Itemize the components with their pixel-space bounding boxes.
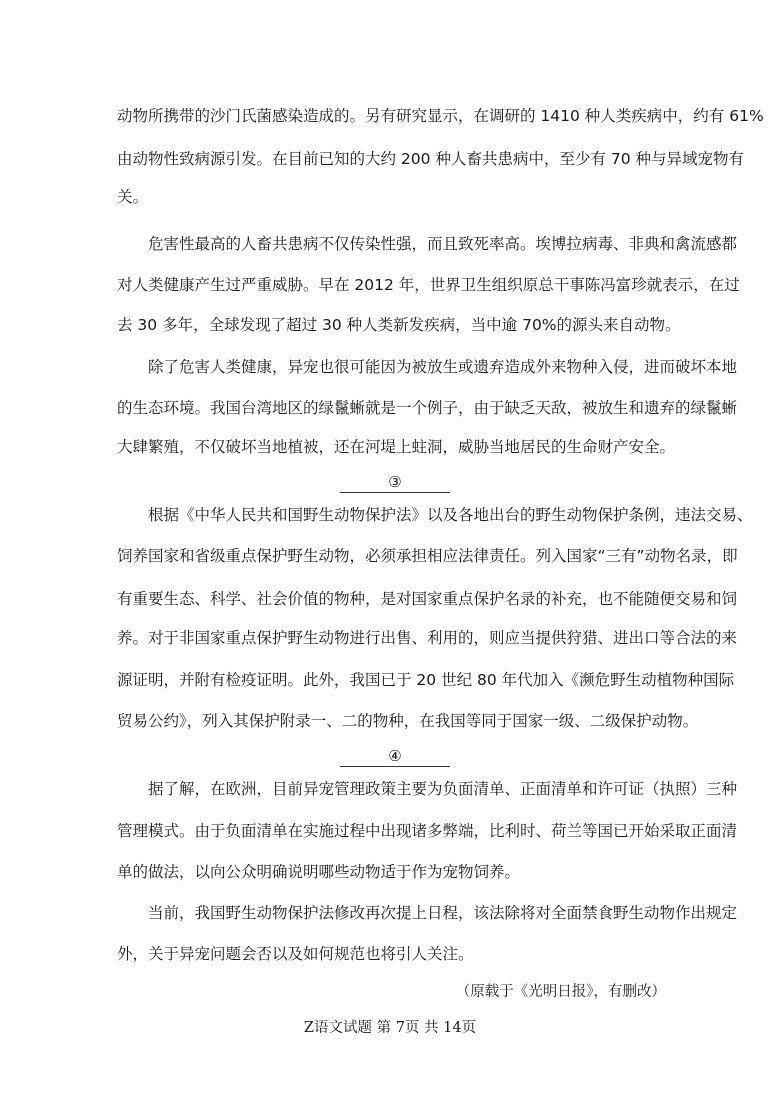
paragraph-line: 对人类健康产生过严重威胁。早在 2012 年，世界卫生组织原总干事陈冯富珍就表示，在过: [117, 276, 740, 294]
paragraph-line: 饲养国家和省级重点保护野生动物，必须承担相应法律责任。列入国家“三有”动物名录，即: [117, 547, 738, 565]
paragraph-line: 去 30 多年，全球发现了超过 30 种人类新发疾病，当中逾 70%的源头来自动物。: [117, 316, 681, 334]
paragraph-line: 据了解，在欧洲，目前异宠管理政策主要为负面清单、正面清单和许可证（执照）三种: [148, 780, 738, 798]
paragraph-line: 单的做法，以向公众明确说明哪些动物适于作为宠物饲养。: [117, 863, 521, 881]
section-number: ③: [388, 473, 402, 491]
blank-underline: [340, 766, 450, 767]
paragraph-line: 外，关于异宠问题会否以及如何规范也将引人关注。: [117, 945, 474, 963]
paragraph-line: 养。对于非国家重点保护野生动物进行出售、利用的，则应当提供狩猎、进出口等合法的来: [117, 629, 738, 647]
section-marker-3: [340, 473, 450, 495]
paragraph-line: 大肆繁殖，不仅破坏当地植被，还在河堤上蛀洞，威胁当地居民的生命财产安全。: [117, 438, 676, 456]
source-note: （原载于《光明日报》，有删改）: [455, 984, 666, 1000]
paragraph-line: 贸易公约》，列入其保护附录一、二的物种，在我国等同于国家一级、二级保护动物。: [117, 712, 699, 730]
blank-underline: [340, 492, 450, 493]
paragraph-line: 源证明，并附有检疫证明。此外，我国已于 20 世纪 80 年代加入《濒危野生动植物种国际: [117, 671, 735, 689]
paragraph-line: 根据《中华人民共和国野生动物保护法》以及各地出台的野生动物保护条例，违法交易、: [148, 506, 753, 524]
paragraph-line: 的生态环境。我国台湾地区的绿鬣蜥就是一个例子，由于缺乏天敌，被放生和遗弃的绿鬣蜥: [117, 399, 738, 417]
section-marker-4: [340, 747, 450, 769]
paragraph-line: 除了危害人类健康，异宠也很可能因为被放生或遗弃造成外来物种入侵，进而破坏本地: [148, 358, 738, 376]
paragraph-line: 当前，我国野生动物保护法修改再次提上日程，该法除将对全面禁食野生动物作出规定: [148, 904, 738, 922]
paragraph-line: 危害性最高的人畜共患病不仅传染性强，而且致死率高。埃博拉病毒、非典和禽流感都: [148, 235, 738, 253]
paragraph-line: 管理模式。由于负面清单在实施过程中出现诸多弊端，比利时、荷兰等国已开始采取正面清: [117, 822, 738, 840]
paragraph-line: 动物所携带的沙门氏菌感染造成的。另有研究显示，在调研的 1410 种人类疾病中，约有 61%: [117, 107, 764, 125]
paragraph-line: 关。: [117, 188, 149, 206]
paragraph-line: 由动物性致病源引发。在目前已知的大约 200 种人畜共患病中，至少有 70 种与异域宠物有: [117, 150, 745, 168]
paragraph-line: 有重要生态、科学、社会价值的物种，是对国家重点保护名录的补充，也不能随便交易和饲: [117, 590, 738, 608]
page-footer: Z语文试题 第 7页 共 14页: [303, 1020, 477, 1036]
section-number: ④: [388, 747, 402, 765]
